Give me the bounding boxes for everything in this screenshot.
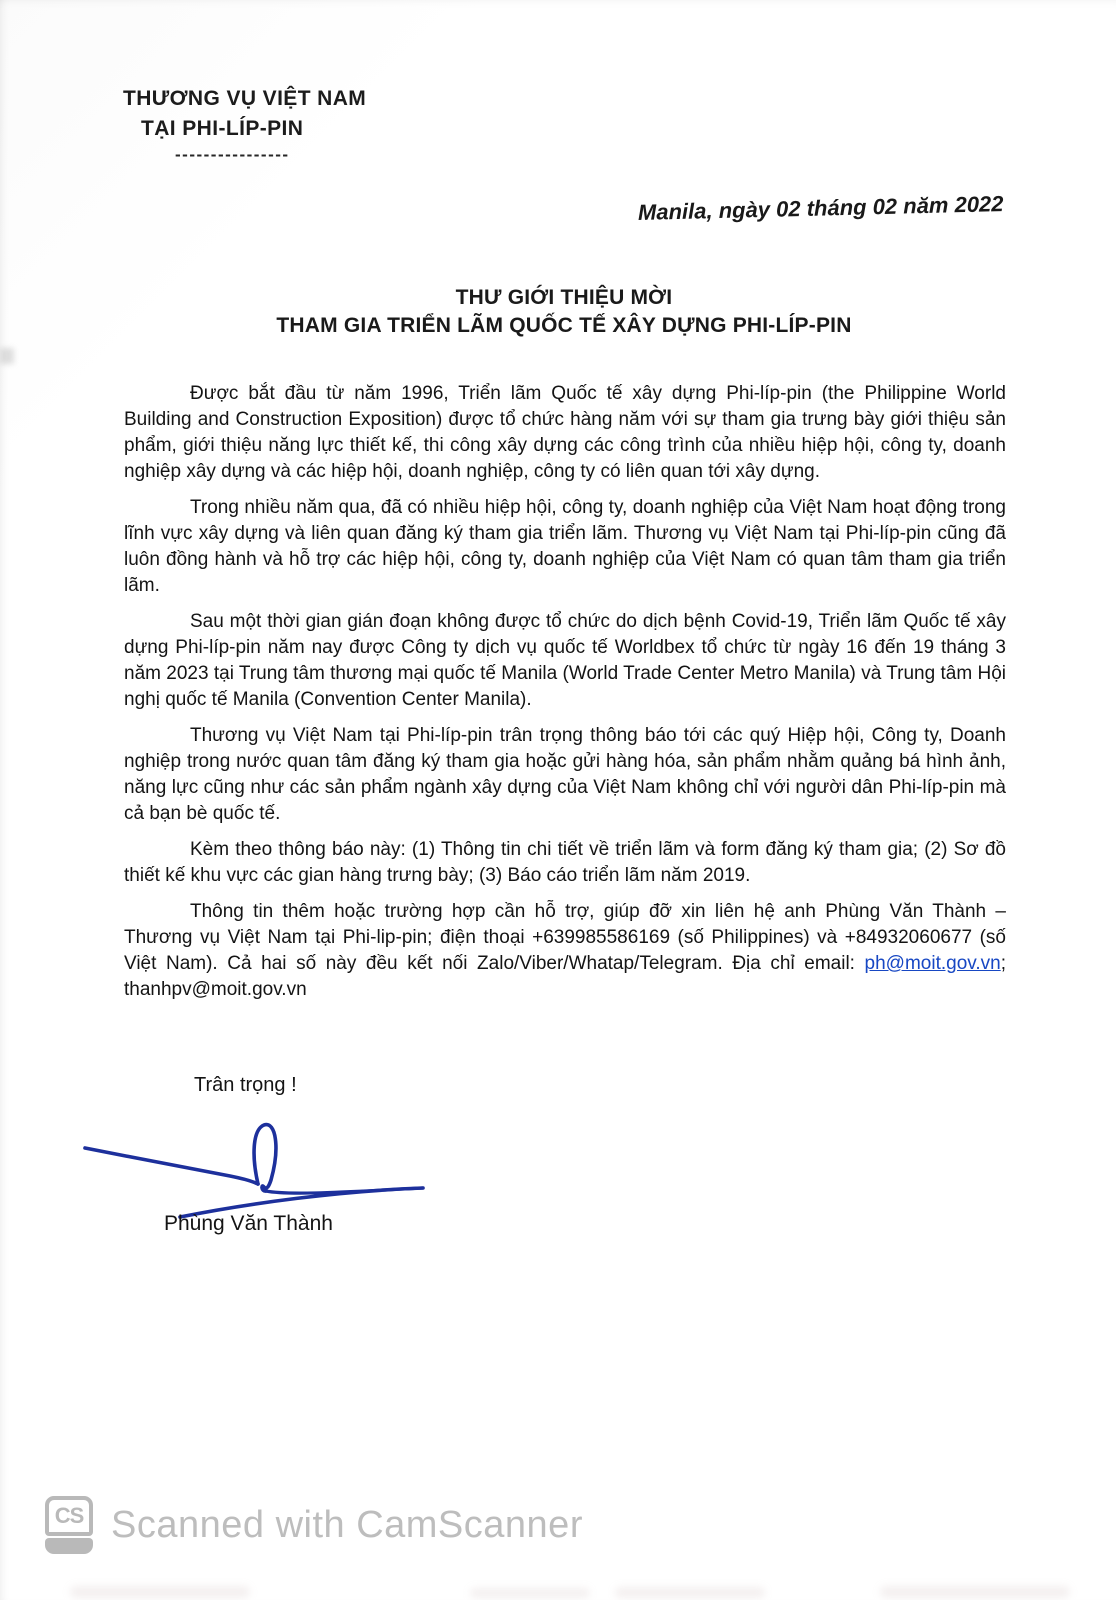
scan-artifact (70, 1586, 250, 1598)
letterhead-separator: ---------------- (175, 145, 290, 164)
contact-text-after-link: ; thanhpv@moit.gov.vn (124, 953, 1006, 1000)
letter-title-line-1: THƯ GIỚI THIỆU MỜI (455, 286, 673, 309)
camscanner-watermark (45, 1496, 583, 1554)
camscanner-icon (45, 1496, 93, 1554)
scan-artifact (615, 1587, 765, 1598)
paragraph-3: Sau một thời gian gián đoạn không được tổ chức do dịch bệnh Covid-19, Triển lãm Quốc tế xây dựng Phi-líp-pin năm nay được Công ty dịch vụ quốc tế Worldbex tổ chức từ ngày 16 đến 19 tháng 3 năm 2023 tại Trung tâm thương mại quốc tế Manila (World Trade Center Metro Manila) và Trung tâm Hội nghị quốc tế Manila (Convention Center Manila). (124, 611, 1006, 710)
letter-title (60, 284, 1068, 340)
letterhead-line-1: THƯƠNG VỤ VIỆT NAM (123, 87, 367, 110)
letter-title-line-2: THAM GIA TRIỂN LÃM QUỐC TẾ XÂY DỰNG PHI-LÍP-PIN (276, 314, 852, 337)
paragraph-contact (124, 899, 1006, 1003)
camscanner-text: Scanned with CamScanner (111, 1503, 583, 1546)
signer-name: Phùng Văn Thành (164, 1212, 333, 1235)
paragraph-1: Được bắt đầu từ năm 1996, Triển lãm Quốc tế xây dựng Phi-líp-pin (the Philippine World Building and Construction Exposition) được tổ chức hàng năm với sự tham gia trưng bày giới thiệu sản phẩm, giới thiệu năng lực thiết kế, thi công xây dựng các công trình của nhiều hiệp hội, công ty, doanh nghiệp xây dựng và các hiệp hội, doanh nghiệp, công ty có liên quan tới xây dựng. (124, 383, 1006, 482)
paragraph-5: Kèm theo thông báo này: (1) Thông tin chi tiết về triển lãm và form đăng ký tham gia; (2) Sơ đồ thiết kế khu vực các gian hàng trưng bày; (3) Báo cáo triển lãm năm 2019. (124, 839, 1006, 886)
letter-body (124, 381, 1006, 1013)
camscanner-icon-tray (45, 1538, 93, 1554)
dateline: Manila, ngày 02 tháng 02 năm 2022 (638, 191, 1005, 225)
paragraph-2: Trong nhiều năm qua, đã có nhiều hiệp hội, công ty, doanh nghiệp của Việt Nam hoạt động trong lĩnh vực xây dựng và liên quan đăng ký tham gia triển lãm. Thương vụ Việt Nam tại Phi-líp-pin cũng đã luôn đồng hành và hỗ trợ các hiệp hội, công ty, doanh nghiệp của Việt Nam có quan tâm tham gia triển lãm. (124, 497, 1006, 596)
email-link[interactable]: ph@moit.gov.vn (864, 953, 1001, 974)
scan-artifact (470, 1588, 590, 1598)
letterhead (123, 84, 366, 166)
closing-salutation: Trân trọng ! (194, 1074, 297, 1096)
letterhead-line-2: TẠI PHI-LÍP-PIN (141, 117, 304, 140)
scan-artifact (880, 1586, 1070, 1598)
signature-ink (80, 1096, 430, 1226)
paragraph-4: Thương vụ Việt Nam tại Phi-líp-pin trân trọng thông báo tới các quý Hiệp hội, Công ty, Doanh nghiệp trong nước quan tâm đăng ký tham gia hoặc gửi hàng hóa, sản phẩm nhằm quảng bá hình ảnh, năng lực cũng như các sản phẩm ngành xây dựng của Việt Nam không chỉ với người dân Phi-líp-pin mà cả bạn bè quốc tế. (124, 725, 1006, 824)
camscanner-icon-label: CS (45, 1496, 93, 1536)
contact-text-before-link: Thông tin thêm hoặc trường hợp cần hỗ trợ, giúp đỡ xin liên hệ anh Phùng Văn Thành – Thương vụ Việt Nam tại Phi-lip-pin; điện thoại +639985586169 (số Philippines) và +84932060677 (số Việt Nam). Cả hai số này đều kết nối Zalo/Viber/Whatap/Telegram. Địa chỉ email: (124, 901, 1006, 974)
scan-artifact (0, 348, 14, 364)
